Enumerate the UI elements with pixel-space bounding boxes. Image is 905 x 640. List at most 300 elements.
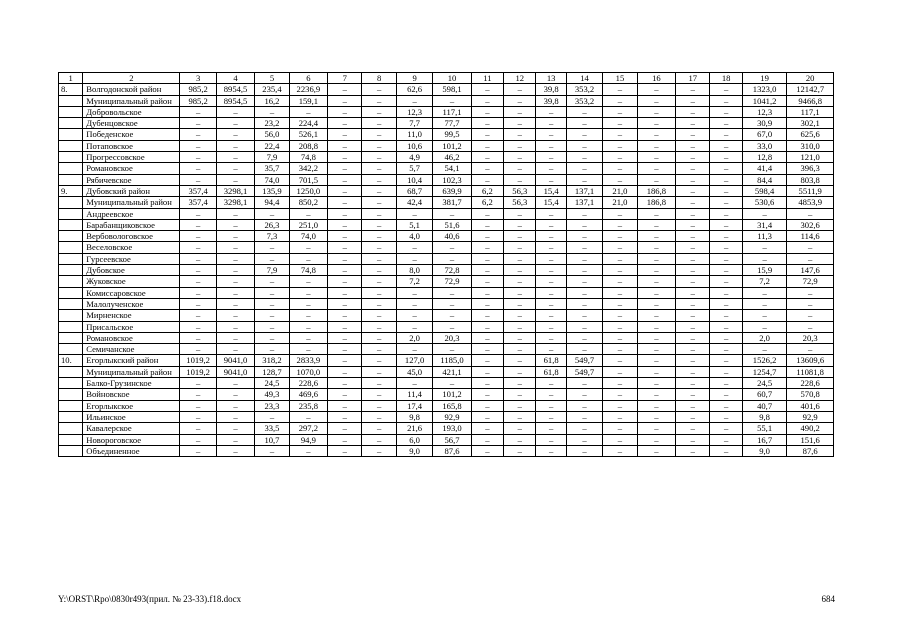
table-row — [59, 95, 834, 106]
table-cell: 3298,1 — [216, 185, 254, 196]
table-cell: 77,7 — [433, 118, 471, 129]
table-cell: 11,0 — [396, 129, 432, 140]
table-cell: – — [676, 321, 710, 332]
table-cell: – — [471, 423, 503, 434]
table-cell: – — [504, 332, 536, 343]
table-cell: – — [637, 445, 675, 456]
table-cell: – — [180, 287, 216, 298]
table-cell: – — [180, 140, 216, 151]
table-cell: 30,9 — [742, 118, 787, 129]
table-cell: – — [433, 242, 471, 253]
table-cell: – — [603, 445, 637, 456]
table-cell: 6,0 — [396, 434, 432, 445]
table-cell: – — [566, 445, 602, 456]
table-cell — [59, 411, 83, 422]
table-cell: – — [180, 118, 216, 129]
table-cell: – — [471, 106, 503, 117]
table-cell: 8. — [59, 84, 83, 95]
table-cell: – — [255, 242, 289, 253]
table-cell: – — [289, 208, 327, 219]
table-cell — [59, 253, 83, 264]
column-header: 14 — [566, 73, 602, 84]
table-cell: – — [216, 321, 254, 332]
table-cell: – — [676, 366, 710, 377]
table-cell: – — [180, 344, 216, 355]
table-cell — [59, 118, 83, 129]
table-cell: – — [536, 411, 566, 422]
table-cell: – — [504, 400, 536, 411]
table-cell: 117,1 — [787, 106, 834, 117]
table-cell: 396,3 — [787, 163, 834, 174]
table-row — [59, 163, 834, 174]
table-cell: 12142,7 — [787, 84, 834, 95]
table-cell: – — [637, 400, 675, 411]
table-cell: – — [536, 344, 566, 355]
table-cell: – — [471, 163, 503, 174]
table-cell: – — [676, 411, 710, 422]
table-cell: 127,0 — [396, 355, 432, 366]
table-cell: – — [787, 321, 834, 332]
table-cell: 2833,9 — [289, 355, 327, 366]
table-cell: 1250,0 — [289, 185, 327, 196]
table-cell: – — [566, 140, 602, 151]
table-cell: 114,6 — [787, 231, 834, 242]
table-cell: – — [676, 140, 710, 151]
table-cell: – — [362, 118, 396, 129]
table-cell: – — [603, 434, 637, 445]
table-cell — [59, 219, 83, 230]
table-cell: 67,0 — [742, 129, 787, 140]
table-cell: – — [504, 344, 536, 355]
table-cell: 137,1 — [566, 197, 602, 208]
table-cell: – — [471, 434, 503, 445]
table-cell: – — [328, 174, 362, 185]
table-cell: – — [603, 219, 637, 230]
table-row — [59, 129, 834, 140]
table-cell: 4853,9 — [787, 197, 834, 208]
table-cell: 235,4 — [255, 84, 289, 95]
table-cell: 228,6 — [787, 378, 834, 389]
table-cell: – — [180, 378, 216, 389]
table-cell: 224,4 — [289, 118, 327, 129]
table-cell: – — [216, 174, 254, 185]
table-cell: – — [742, 298, 787, 309]
table-cell: – — [289, 321, 327, 332]
table-cell: – — [603, 366, 637, 377]
table-cell: – — [603, 152, 637, 163]
table-cell: – — [603, 344, 637, 355]
table-cell: – — [433, 344, 471, 355]
table-cell: – — [362, 208, 396, 219]
table-cell: – — [362, 378, 396, 389]
table-cell: – — [504, 265, 536, 276]
table-cell: – — [637, 411, 675, 422]
column-header: 8 — [362, 73, 396, 84]
table-row — [59, 242, 834, 253]
table-cell: – — [216, 265, 254, 276]
table-cell: 9,0 — [396, 445, 432, 456]
table-cell: – — [637, 219, 675, 230]
table-cell: 21,0 — [603, 185, 637, 196]
table-cell: – — [180, 219, 216, 230]
table-cell: 401,6 — [787, 400, 834, 411]
table-cell: – — [180, 434, 216, 445]
table-row — [59, 253, 834, 264]
table-cell: – — [328, 197, 362, 208]
table-cell: – — [676, 219, 710, 230]
table-cell: – — [328, 152, 362, 163]
table-cell: – — [216, 423, 254, 434]
table-cell: – — [676, 310, 710, 321]
table-cell: – — [676, 197, 710, 208]
table-cell: – — [471, 321, 503, 332]
table-cell: – — [362, 389, 396, 400]
table-cell: 49,3 — [255, 389, 289, 400]
data-table — [58, 72, 834, 457]
table-row — [59, 366, 834, 377]
table-cell: – — [328, 118, 362, 129]
table-cell: – — [396, 287, 432, 298]
table-cell: – — [536, 152, 566, 163]
table-cell: – — [676, 378, 710, 389]
table-cell: – — [216, 118, 254, 129]
table-cell: – — [362, 287, 396, 298]
table-cell: – — [787, 310, 834, 321]
table-cell: – — [216, 310, 254, 321]
table-cell: – — [566, 242, 602, 253]
table-cell: – — [504, 95, 536, 106]
table-cell: – — [471, 129, 503, 140]
table-cell: 985,2 — [180, 84, 216, 95]
table-cell: – — [396, 95, 432, 106]
table-cell: – — [433, 287, 471, 298]
table-cell: – — [566, 219, 602, 230]
table-cell: – — [362, 140, 396, 151]
table-cell — [59, 197, 83, 208]
table-cell: 4,0 — [396, 231, 432, 242]
table-row — [59, 197, 834, 208]
table-cell: – — [603, 321, 637, 332]
table-cell: – — [637, 163, 675, 174]
table-cell: – — [637, 389, 675, 400]
table-cell: – — [504, 310, 536, 321]
table-cell: 2,0 — [396, 332, 432, 343]
table-cell: 310,0 — [787, 140, 834, 151]
table-cell: – — [566, 423, 602, 434]
table-cell: – — [787, 298, 834, 309]
table-cell: 94,4 — [255, 197, 289, 208]
table-cell: – — [504, 253, 536, 264]
table-cell: – — [603, 129, 637, 140]
table-cell: – — [471, 253, 503, 264]
table-cell: – — [471, 298, 503, 309]
table-cell: – — [362, 174, 396, 185]
table-cell: – — [603, 84, 637, 95]
table-cell: – — [471, 355, 503, 366]
table-cell: 625,6 — [787, 129, 834, 140]
table-cell: – — [504, 140, 536, 151]
table-cell: – — [328, 411, 362, 422]
table-cell: 121,0 — [787, 152, 834, 163]
footer-page-number: 684 — [821, 594, 835, 604]
table-cell: – — [433, 253, 471, 264]
table-cell: – — [637, 265, 675, 276]
table-cell: – — [536, 400, 566, 411]
row-name-cell: Мирненское — [83, 310, 180, 321]
table-cell: 228,6 — [289, 378, 327, 389]
table-cell: 1019,2 — [180, 366, 216, 377]
table-cell: – — [637, 140, 675, 151]
table-cell: 117,1 — [433, 106, 471, 117]
table-cell: 10,7 — [255, 434, 289, 445]
table-cell: – — [216, 129, 254, 140]
table-cell: – — [637, 344, 675, 355]
table-cell: – — [710, 344, 742, 355]
table-cell: – — [180, 389, 216, 400]
table-cell: – — [536, 423, 566, 434]
row-name-cell: Дубенцовское — [83, 118, 180, 129]
table-cell: – — [216, 287, 254, 298]
row-name-cell: Комиссаровское — [83, 287, 180, 298]
table-row — [59, 411, 834, 422]
table-cell: – — [396, 253, 432, 264]
row-name-cell: Романовское — [83, 163, 180, 174]
table-cell — [59, 344, 83, 355]
table-cell: 135,9 — [255, 185, 289, 196]
table-cell: – — [362, 423, 396, 434]
table-cell: – — [362, 366, 396, 377]
table-cell — [59, 174, 83, 185]
table-cell: – — [216, 140, 254, 151]
table-cell: 68,7 — [396, 185, 432, 196]
table-cell: – — [603, 140, 637, 151]
table-cell: – — [289, 411, 327, 422]
table-cell: – — [328, 378, 362, 389]
table-cell: – — [710, 321, 742, 332]
table-cell: – — [328, 129, 362, 140]
column-header: 3 — [180, 73, 216, 84]
table-cell: – — [216, 445, 254, 456]
table-cell: 24,5 — [255, 378, 289, 389]
table-cell: 302,6 — [787, 219, 834, 230]
table-cell: – — [471, 242, 503, 253]
table-cell: – — [471, 332, 503, 343]
table-cell: – — [742, 310, 787, 321]
table-cell: 137,1 — [566, 185, 602, 196]
table-cell: 297,2 — [289, 423, 327, 434]
table-cell: – — [536, 265, 566, 276]
row-name-cell: Ильинское — [83, 411, 180, 422]
table-cell: – — [471, 389, 503, 400]
table-cell: 56,0 — [255, 129, 289, 140]
table-cell: 353,2 — [566, 95, 602, 106]
table-cell: 9,8 — [742, 411, 787, 422]
table-cell: 20,3 — [787, 332, 834, 343]
table-cell: – — [471, 231, 503, 242]
column-header: 2 — [83, 73, 180, 84]
row-name-cell: Победенское — [83, 129, 180, 140]
table-cell: – — [603, 332, 637, 343]
table-cell: – — [255, 445, 289, 456]
table-cell: – — [710, 118, 742, 129]
table-cell: – — [328, 332, 362, 343]
table-cell: – — [328, 321, 362, 332]
table-cell: – — [536, 298, 566, 309]
table-cell: – — [362, 84, 396, 95]
table-cell: – — [216, 332, 254, 343]
table-cell: – — [676, 231, 710, 242]
table-cell: – — [396, 321, 432, 332]
table-cell: – — [216, 389, 254, 400]
table-cell: – — [180, 445, 216, 456]
table-cell: – — [710, 208, 742, 219]
table-cell: – — [536, 321, 566, 332]
row-name-cell: Добровольское — [83, 106, 180, 117]
row-name-cell: Семичанское — [83, 344, 180, 355]
table-cell: 1019,2 — [180, 355, 216, 366]
table-cell: 6,2 — [471, 197, 503, 208]
table-cell: – — [180, 152, 216, 163]
table-cell: 9,0 — [742, 445, 787, 456]
row-name-cell: Егорлыкское — [83, 400, 180, 411]
table-cell: – — [710, 355, 742, 366]
row-name-cell: Прогрессовское — [83, 152, 180, 163]
table-cell: 803,8 — [787, 174, 834, 185]
table-cell: – — [216, 276, 254, 287]
table-row — [59, 287, 834, 298]
table-cell: – — [180, 411, 216, 422]
table-row — [59, 219, 834, 230]
table-cell: 101,2 — [433, 389, 471, 400]
table-cell: – — [536, 389, 566, 400]
table-cell: – — [637, 298, 675, 309]
row-name-cell: Барабанщиковское — [83, 219, 180, 230]
table-cell: – — [637, 129, 675, 140]
table-cell — [59, 321, 83, 332]
table-cell: – — [255, 208, 289, 219]
table-cell: – — [504, 231, 536, 242]
table-cell: 1323,0 — [742, 84, 787, 95]
table-cell: 10,4 — [396, 174, 432, 185]
table-cell: – — [676, 434, 710, 445]
table-cell: 23,2 — [255, 118, 289, 129]
table-cell: – — [536, 231, 566, 242]
table-cell: 24,5 — [742, 378, 787, 389]
table-cell: 16,7 — [742, 434, 787, 445]
table-cell: – — [710, 185, 742, 196]
table-cell: – — [362, 276, 396, 287]
table-cell: – — [255, 332, 289, 343]
table-cell: – — [471, 344, 503, 355]
table-cell: 357,4 — [180, 197, 216, 208]
table-cell: 10,6 — [396, 140, 432, 151]
table-cell: – — [603, 95, 637, 106]
table-cell: – — [637, 231, 675, 242]
table-cell: 549,7 — [566, 366, 602, 377]
footer-file-path: Y:\ORST\Rpo\0830r493(прил. № 23-33).f18.docx — [58, 594, 242, 604]
table-cell: – — [536, 276, 566, 287]
table-cell: – — [504, 411, 536, 422]
table-cell: – — [216, 400, 254, 411]
table-cell: – — [566, 411, 602, 422]
table-cell: – — [536, 140, 566, 151]
table-cell: – — [676, 298, 710, 309]
table-cell: 11,3 — [742, 231, 787, 242]
table-cell: – — [471, 400, 503, 411]
table-cell: – — [362, 434, 396, 445]
table-cell: 20,3 — [433, 332, 471, 343]
table-cell: 46,2 — [433, 152, 471, 163]
table-cell: – — [362, 344, 396, 355]
table-cell: – — [180, 400, 216, 411]
table-cell — [59, 332, 83, 343]
table-cell: – — [504, 434, 536, 445]
table-cell: – — [328, 355, 362, 366]
table-row — [59, 389, 834, 400]
table-cell: – — [471, 84, 503, 95]
table-cell: – — [710, 287, 742, 298]
table-cell: – — [742, 321, 787, 332]
table-cell: – — [603, 411, 637, 422]
table-cell: – — [566, 310, 602, 321]
table-cell: – — [504, 276, 536, 287]
table-cell: 549,7 — [566, 355, 602, 366]
table-cell: – — [710, 106, 742, 117]
table-cell: – — [471, 310, 503, 321]
table-cell: – — [504, 208, 536, 219]
table-row — [59, 423, 834, 434]
table-cell: – — [536, 129, 566, 140]
table-cell: – — [362, 321, 396, 332]
table-row — [59, 400, 834, 411]
table-cell: 8954,5 — [216, 95, 254, 106]
table-cell: 40,6 — [433, 231, 471, 242]
table-cell: – — [289, 310, 327, 321]
table-cell: – — [328, 445, 362, 456]
table-cell: – — [536, 208, 566, 219]
table-cell: – — [710, 332, 742, 343]
table-cell: – — [362, 310, 396, 321]
table-cell: – — [362, 129, 396, 140]
table-cell: 598,1 — [433, 84, 471, 95]
table-cell: – — [566, 389, 602, 400]
table-cell: – — [396, 344, 432, 355]
table-cell: – — [362, 95, 396, 106]
table-cell: – — [433, 95, 471, 106]
table-cell: 151,6 — [787, 434, 834, 445]
table-cell: 15,4 — [536, 197, 566, 208]
table-cell: 1041,2 — [742, 95, 787, 106]
table-cell: – — [637, 152, 675, 163]
table-cell: – — [362, 152, 396, 163]
table-cell: 251,0 — [289, 219, 327, 230]
table-cell — [59, 231, 83, 242]
row-name-cell: Рябичевское — [83, 174, 180, 185]
table-cell: – — [710, 298, 742, 309]
table-cell: – — [603, 355, 637, 366]
table-cell: – — [504, 389, 536, 400]
table-cell: – — [471, 366, 503, 377]
table-cell: – — [676, 389, 710, 400]
table-cell: – — [710, 129, 742, 140]
table-cell — [59, 276, 83, 287]
table-cell: – — [328, 265, 362, 276]
table-cell: 15,4 — [536, 185, 566, 196]
table-cell: – — [471, 219, 503, 230]
table-cell: – — [566, 118, 602, 129]
table-cell — [59, 106, 83, 117]
table-cell — [59, 129, 83, 140]
